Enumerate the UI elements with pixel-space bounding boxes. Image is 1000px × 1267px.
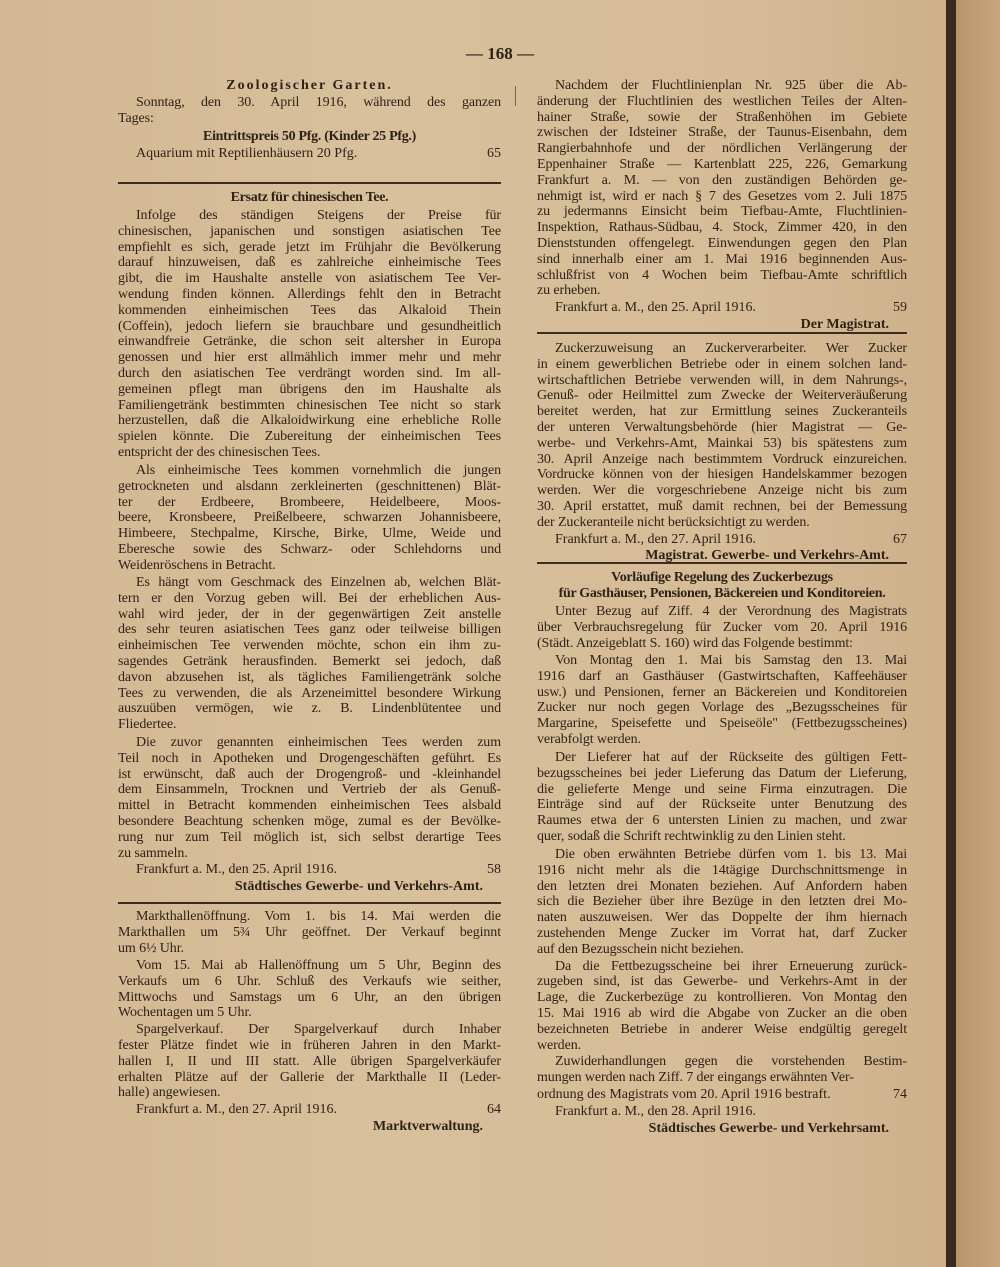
notice-number: 64 [487, 1102, 501, 1118]
text-line: Da die Fettbezugsscheine bei ihrer Erneuerung zurück- [555, 958, 907, 974]
text-line: zu sammeln. [118, 845, 188, 861]
sugar-date [537, 532, 907, 548]
text-line: 30. April Anzeige nach bestimmtem Vordruck einzureichen. [537, 451, 907, 467]
text-line: naten auszuweisen. Wer das Doppelte der ihm hiernach [537, 910, 907, 926]
text-line: Frankfurt a. M. — von den zuständigen Behörden ge- [537, 172, 907, 188]
text-line: Raumes etwa der 6 untersten Linien zu machen, und zwar [537, 813, 907, 829]
text-line: Markthallen um 5¾ Uhr geöffnet. Der Verkauf beginnt [118, 924, 501, 940]
text-line: Infolge des ständigen Steigens der Preise für [136, 208, 501, 223]
text-line: chinesischen, japanischen und sonstigen asiatischen Tee [118, 223, 501, 239]
reg-title [537, 570, 907, 602]
notice-number: 65 [487, 146, 501, 161]
text-line: Fliedertee. [118, 717, 177, 733]
tea-date [118, 862, 501, 878]
text-line: empfiehlt es sich, gerade jetzt im Frühjahr die Bevölkerung [118, 239, 501, 255]
text-line: Familiengetränk bestimmten chinesischen Tee nicht so stark [118, 397, 501, 413]
heading-line: Zoologischer Garten. [226, 78, 393, 93]
notice-number: 59 [893, 300, 907, 316]
heading-line: Ersatz für chinesischen Tee. [230, 190, 389, 205]
text-line: Rangierbahnhofe und der nördlichen Verlängerung der [537, 141, 907, 157]
text-line: schlußfrist von 4 Wochen beim Tiefbau-Amte schriftlich [537, 267, 907, 283]
plan-date [537, 300, 907, 316]
text-line: Tages: [118, 110, 154, 126]
text-line: Sonntag, den 30. April 1916, während des ganzen [136, 95, 501, 110]
text-line: Wochentagen um 5 Uhr. [118, 1005, 252, 1021]
text-line: Als einheimische Tees kommen vornehmlich die jungen [136, 463, 501, 478]
text-line: fester Plätze findet wie in früheren Jahren in den Markt- [118, 1037, 501, 1053]
tea-p1 [118, 208, 501, 461]
text-line: den letzten drei Monaten beziehen. Auf Anfordern haben [537, 878, 907, 894]
text-line: werden. Wer die vorgeschriebene Anzeige nicht bis zum [537, 483, 907, 499]
text-line: änderung der Fluchtlinien des westlichen Teiles der Alten- [537, 93, 907, 109]
text-line: durch den asiatischen Tee verdrängt worden sind. Im all- [118, 365, 501, 381]
text-line: Himbeere, Stechpalme, Kirsche, Birke, Ulme, Weide und [118, 526, 501, 542]
text-line: Die oben erwähnten Betriebe dürfen vom 1. bis 13. Mai [555, 847, 907, 862]
divider [118, 182, 501, 184]
reg-date [537, 1104, 907, 1120]
text-line: darauf hinzuweisen, daß es zahlreiche einheimische Tees [118, 255, 501, 271]
notice-number: 58 [487, 862, 501, 878]
text-line: um 6½ Uhr. [118, 940, 184, 956]
text-line: besondere Beachtung schenken möge, zumal es der Bevölke- [118, 813, 501, 829]
text-line: Verkaufs um 6 Uhr. Schluß des Verkaufs wie seither, [118, 973, 501, 989]
dateline-text: ordnung des Magistrats vom 20. April 1916 bestraft. [537, 1087, 831, 1102]
text-line: Eberesche sowie des Schwarz- oder Schlehdorns und [118, 541, 501, 557]
heading-line: für Gasthäuser, Pensionen, Bäckereien und Konditoreien. [558, 585, 886, 601]
reg-p1 [537, 604, 907, 651]
text-line: zugeben sind, ist das Gewerbe- und Verkehrs-Amt in der [537, 974, 907, 990]
zoo-title [118, 78, 501, 94]
column-divider [515, 86, 516, 106]
text-line: spielen könnte. Die Zubereitung der einheimischen Tees [118, 429, 501, 445]
text-line: hallen I, II und III statt. Alle übrigen Spargelverkäufer [118, 1053, 501, 1069]
text-line: über Verbrauchsregelung für Zucker vom 20. April 1916 [537, 619, 907, 635]
dateline-text: Frankfurt a. M., den 27. April 1916. [136, 1102, 338, 1118]
tea-p4 [118, 735, 501, 861]
text-line: Spargelverkauf. Der Spargelverkauf durch Inhaber [136, 1022, 501, 1038]
text-line: wahl wird jeder, der in der gegenwärtigen Zeit anstelle [118, 606, 501, 622]
reg-p4 [537, 847, 907, 958]
text-line: werden. [537, 1037, 582, 1053]
divider [118, 902, 501, 904]
text-line: einwandfreie Getränke, die schon seit altersher in Europa [118, 334, 501, 350]
zoo-aquarium [118, 146, 501, 162]
dateline-text: Frankfurt a. M., den 25. April 1916. [555, 300, 757, 316]
text-line: Mittwochs und Samstags um 6 Uhr, an den übrigen [118, 989, 501, 1005]
text-line: kommenden einheimischen Tees das Alkaloid Thein [118, 302, 501, 318]
text-line: die gelieferte Menge und seine Firma einzutragen. Die [537, 781, 907, 797]
text-line: wirtschaftlichen Betriebe verwenden will, in dem Nahrungs-, [537, 372, 907, 388]
text-line: Dienststunden offengelegt. Einwendungen gegen den Plan [537, 235, 907, 251]
text-line: Inspektion, Rathaus-Südbau, 4. Stock, Zimmer 420, in den [537, 220, 907, 236]
text-line: bezugsscheines bei jeder Lieferung das Datum der Lieferung, [537, 765, 907, 781]
zoo-text [118, 95, 501, 127]
text-line: Der Lieferer hat auf der Rückseite des gültigen Fett- [555, 750, 907, 765]
text-line: halle) angewiesen. [118, 1085, 221, 1101]
reg-p5 [537, 959, 907, 1054]
text-line: der unteren Verwaltungsbehörde (hier Magistrat — Ge- [537, 419, 907, 435]
text-line: 1916 darf an Gasthäuser (Gastwirtschaften, Kaffeehäuser [537, 668, 907, 684]
text-line: Teil noch in Apotheken und Drogengeschäften geführt. Es [118, 750, 501, 766]
text-line: bereitet werden, hat zur Ermittlung seines Zuckeranteils [537, 404, 907, 420]
text-line: zwischen der Idsteiner Straße, der Taunus-Eisenbahn, dem [537, 125, 907, 141]
sugar-p1 [537, 341, 907, 531]
text-line: Markthallenöffnung. Vom 1. bis 14. Mai werden die [136, 909, 501, 924]
adjacent-page-edge [956, 0, 1000, 1267]
text-line: genossen und hier erst allmählich immer mehr und mehr [118, 350, 501, 366]
text-line: Vordrucke können von der hiesigen Handelskammer bezogen [537, 467, 907, 483]
reg-p2 [537, 653, 907, 748]
text-line: mungen werden nach Ziff. 7 der eingangs erwähnten Ver- [537, 1070, 854, 1086]
page-number: — 168 — [466, 44, 534, 63]
text-line: ist erwünscht, daß auch der Drogengroß- und -kleinhandel [118, 766, 501, 782]
text-line: Es hängt vom Geschmack des Einzelnen ab, welchen Blät- [136, 575, 501, 590]
text-line: Unter Bezug auf Ziff. 4 der Verordnung des Magistrats [555, 604, 907, 619]
text-line: werbe- und Verkehrs-Amt, Mainkai 53) bis spätestens zum [537, 435, 907, 451]
text-line: hainer Straße, sowie der Straßenhöhen im Gebiete [537, 109, 907, 125]
text-line: zustehenden Menge Zucker im Vorrat hat, darf Zucker [537, 925, 907, 941]
text-line: entspricht der des chinesischen Tees. [118, 444, 321, 460]
text-line: tern er den Vorzug geben will. Bei der erheblichen Aus- [118, 590, 501, 606]
text-line: erhalten Plätze auf der Gallerie der Markthalle II (Leder- [118, 1069, 501, 1085]
text-line: der Zuckeranteile nicht berücksichtigt zu werden. [537, 514, 810, 530]
zoo-price [118, 129, 501, 145]
reg-p6b [537, 1087, 907, 1103]
text-line: Eppenhainer Straße — Kartenblatt 225, 226, Gemarkung [537, 156, 907, 172]
text-line: Lage, die Zuckerbezüge zu kontrollieren. Von Montag den [537, 990, 907, 1006]
text-line: (Städt. Anzeigeblatt S. 160) wird das Folgende bestimmt: [537, 635, 853, 651]
text-line: Zuwiderhandlungen gegen die vorstehenden Bestim- [555, 1054, 907, 1070]
text-line: 1916 nicht mehr als die 14tägige Durchschnittsmenge in [537, 862, 907, 878]
text-line: Vom 15. Mai ab Hallenöffnung um 5 Uhr, Beginn des [136, 958, 501, 973]
text-line: Zuckerzuweisung an Zuckerverarbeiter. Wer Zucker [555, 341, 907, 356]
text-line: Einträge sind auf der Rückseite unter Benutzung des [537, 797, 907, 813]
text-line: auszuüben vermögen, wie z. B. Lindenblütentee und [118, 701, 501, 717]
signature: Magistrat. Gewerbe- und Verkehrs-Amt. [645, 548, 889, 564]
text-line: sagendes Getränk herausfinden. Bemerkt sei jedoch, daß [118, 653, 501, 669]
text-line: Tees zu verwenden, die als Arzeneimittel besondere Wirkung [118, 685, 501, 701]
text-line: Nachdem der Fluchtlinienplan Nr. 925 über die Ab- [555, 78, 907, 93]
text-line: 30. April erstattet, muß damit rechnen, bei der Bemessung [537, 498, 907, 514]
text-line: rung nur zum Teil möglich ist, sich selbst derartige Tees [118, 829, 501, 845]
text-line: Die zuvor genannten einheimischen Tees werden zum [136, 735, 501, 750]
text-line: wendung finden können. Allerdings fehlt den in Betracht [118, 286, 501, 302]
market-date [118, 1102, 501, 1118]
text-line: zu jedermanns Einsicht beim Tiefbau-Amte, Fluchtlinien- [537, 204, 907, 220]
text-line: (Coffein), jedoch liefern sie brauchbare und gesundheitlich [118, 318, 501, 334]
text-line: ter der Erdbeere, Brombeere, Heidelbeere, Moos- [118, 494, 501, 510]
tea-title [118, 190, 501, 206]
text-line: verabfolgt werden. [537, 731, 641, 747]
plan-p1 [537, 78, 907, 299]
text-line: Genuß- oder Heilmittel zum Zwecke der Weiterveräußerung [537, 388, 907, 404]
text-line: in einem gewerblichen Betriebe oder in einem solchen land- [537, 356, 907, 372]
text-line: bezeichneten Betriebe in anderer Weise endgültig geregelt [537, 1021, 907, 1037]
text-line: herzustellen, daß die Alkaloidwirkung eine erhebliche Rolle [118, 413, 501, 429]
text-line: sich die Bezieher über ihre Bezüge in den letzten drei Mo- [537, 894, 907, 910]
text-line: einheimischen Tee verwenden möchte, schon ein ihm zu- [118, 638, 501, 654]
reg-p6 [537, 1054, 907, 1086]
signature: Der Magistrat. [800, 317, 889, 332]
signature: Städtisches Gewerbe- und Verkehrsamt. [648, 1120, 889, 1136]
text-line: usw.) und Pensionen, ferner an Bäckereien und Konditoreien [537, 684, 907, 700]
text-line: nehmigt ist, wird er nach § 7 des Gesetzes vom 2. Juli 1875 [537, 188, 907, 204]
signature: Städtisches Gewerbe- und Verkehrs-Amt. [234, 879, 483, 895]
text-line: gibt, die im Haushalte anstelle von asiatischem Tee Ver- [118, 271, 501, 287]
text-line: Weidenröschens in Betracht. [118, 557, 276, 573]
book-gutter [946, 0, 956, 1267]
notice-number: 67 [893, 531, 907, 547]
text-line: getrockneten und alsdann zerkleinerten (geschnittenen) Blät- [118, 478, 501, 494]
dateline-text: Frankfurt a. M., den 28. April 1916. [555, 1103, 757, 1119]
text-line: davon abzusehen ist, als tägliches Familiengetränk solche [118, 669, 501, 685]
tea-p3 [118, 575, 501, 733]
dateline-text: Frankfurt a. M., den 25. April 1916. [136, 862, 338, 878]
text-line: beere, Kronsbeere, Preißelbeere, schwarzen Johannisbeere, [118, 510, 501, 526]
text-line: auf den Bezugsschein nicht beziehen. [537, 941, 744, 957]
tea-p2 [118, 463, 501, 574]
market-p1 [118, 909, 501, 956]
text-line: mittel in Betracht kommenden einheimischen Tees alsbald [118, 798, 501, 814]
text-line: sind innerhalb einer am 1. Mai 1916 beginnenden Aus- [537, 251, 907, 267]
text-line: Margarine, Speisefette und Speiseöle" (Fettbezugsscheines) [537, 716, 907, 732]
text-line: Von Montag den 1. Mai bis Samstag den 13. Mai [555, 653, 907, 668]
text-line: Zucker nur noch gegen Vorlage des „Bezugsscheines für [537, 700, 907, 716]
heading-line: Vorläufige Regelung des Zuckerbezugs [611, 570, 833, 585]
text-line: 15. Mai 1916 ab wird die Abgabe von Zucker an die oben [537, 1005, 907, 1021]
text-line: des sehr teuren asiatischen Tees ganz oder teilweise billigen [118, 622, 501, 638]
heading-line: Eintrittspreis 50 Pfg. (Kinder 25 Pfg.) [203, 129, 416, 144]
notice-number: 74 [893, 1087, 907, 1102]
dateline-text: Frankfurt a. M., den 27. April 1916. [555, 531, 757, 547]
dateline-text: Aquarium mit Reptilienhäusern 20 Pfg. [136, 146, 358, 161]
text-line: gemeinen pflegt man übrigens den im Haushalte als [118, 381, 501, 397]
market-p2 [118, 958, 501, 1021]
market-p3 [118, 1022, 501, 1101]
reg-p3 [537, 750, 907, 845]
signature: Marktverwaltung. [372, 1119, 483, 1134]
text-line: zu erheben. [537, 283, 601, 299]
text-line: quer, sodaß die Schrift rechtwinklig zu den Linien steht. [537, 828, 846, 844]
text-line: dem Einsammeln, Trocknen und Vertrieb der als Genuß- [118, 782, 501, 798]
